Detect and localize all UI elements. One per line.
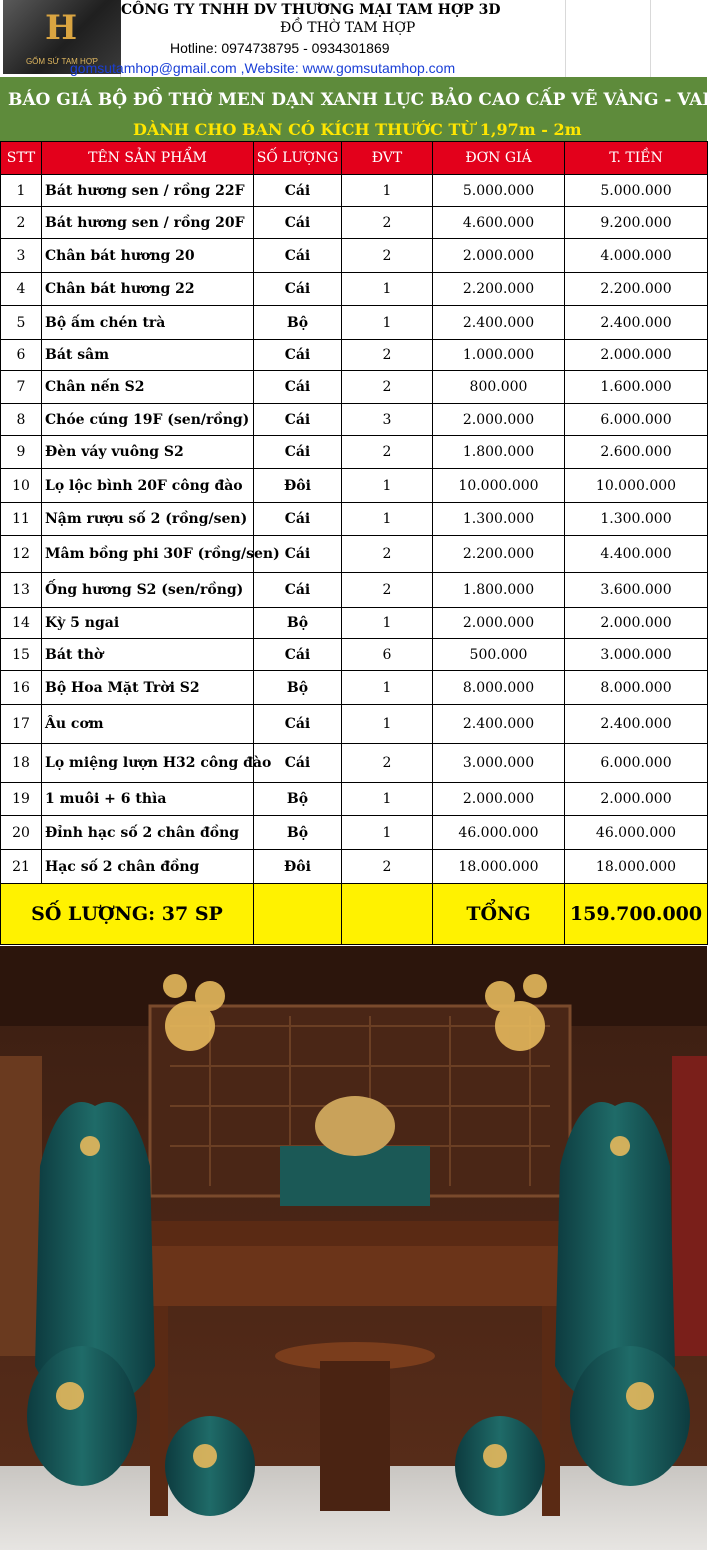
empty-cell	[254, 884, 342, 945]
table-row	[1, 639, 708, 671]
line-total: 3.000.000	[565, 639, 708, 671]
unit-count: 2	[342, 536, 433, 573]
column-header-unit-price: ĐƠN GIÁ	[433, 142, 565, 175]
unit-count: 1	[342, 306, 433, 340]
quantity-unit: Cái	[254, 705, 342, 744]
line-total: 1.600.000	[565, 371, 708, 404]
quantity-unit: Cái	[254, 207, 342, 239]
unit-count: 1	[342, 503, 433, 536]
line-total: 1.300.000	[565, 503, 708, 536]
total-value: 159.700.000	[565, 884, 708, 945]
table-row	[1, 816, 708, 850]
unit-price: 5.000.000	[433, 175, 565, 207]
line-total: 4.400.000	[565, 536, 708, 573]
table-row	[1, 573, 708, 608]
row-stt: 2	[1, 207, 42, 239]
unit-count: 1	[342, 608, 433, 639]
unit-price: 2.000.000	[433, 783, 565, 816]
product-name: Đỉnh hạc số 2 chân đồng	[42, 816, 254, 850]
table-row	[1, 705, 708, 744]
row-stt: 9	[1, 436, 42, 469]
table-row	[1, 469, 708, 503]
row-stt: 5	[1, 306, 42, 340]
quantity-unit: Bộ	[254, 608, 342, 639]
column-header-unit: ĐVT	[342, 142, 433, 175]
row-stt: 20	[1, 816, 42, 850]
line-total: 2.000.000	[565, 340, 708, 371]
table-row	[1, 404, 708, 436]
product-name: Bộ Hoa Mặt Trời S2	[42, 671, 254, 705]
total-row	[1, 884, 708, 945]
table-row	[1, 536, 708, 573]
row-stt: 19	[1, 783, 42, 816]
product-name: Hạc số 2 chân đồng	[42, 850, 254, 884]
row-stt: 13	[1, 573, 42, 608]
price-table	[0, 141, 708, 945]
product-name: Kỳ 5 ngai	[42, 608, 254, 639]
product-name: Âu cơm	[42, 705, 254, 744]
unit-price: 1.000.000	[433, 340, 565, 371]
unit-price: 2.000.000	[433, 404, 565, 436]
quantity-unit: Cái	[254, 639, 342, 671]
unit-price: 8.000.000	[433, 671, 565, 705]
quote-title: BÁO GIÁ BỘ ĐỒ THỜ MEN DẠN XANH LỤC BẢO CAO CẤP VẼ VÀNG - VAL	[8, 90, 714, 110]
table-header-row	[1, 142, 708, 175]
product-name: Bát hương sen / rồng 20F	[42, 207, 254, 239]
unit-count: 1	[342, 783, 433, 816]
row-stt: 12	[1, 536, 42, 573]
quantity-unit: Bộ	[254, 783, 342, 816]
row-stt: 18	[1, 744, 42, 783]
logo-brand-text: GỐM SỨ TAM HỢP	[25, 57, 99, 66]
quantity-unit: Cái	[254, 273, 342, 306]
product-name: 1 muôi + 6 thìa	[42, 783, 254, 816]
unit-count: 2	[342, 850, 433, 884]
line-total: 2.000.000	[565, 783, 708, 816]
column-header-product: TÊN SẢN PHẨM	[42, 142, 254, 175]
row-stt: 11	[1, 503, 42, 536]
product-name: Chân bát hương 20	[42, 239, 254, 273]
unit-count: 1	[342, 469, 433, 503]
row-stt: 10	[1, 469, 42, 503]
quantity-unit: Bộ	[254, 306, 342, 340]
unit-price: 1.300.000	[433, 503, 565, 536]
row-stt: 7	[1, 371, 42, 404]
quantity-unit: Cái	[254, 744, 342, 783]
product-name: Mâm bồng phi 30F (rồng/sen)	[42, 536, 254, 573]
unit-price: 2.000.000	[433, 608, 565, 639]
quantity-unit: Đôi	[254, 850, 342, 884]
unit-count: 2	[342, 371, 433, 404]
quantity-unit: Đôi	[254, 469, 342, 503]
line-total: 18.000.000	[565, 850, 708, 884]
quantity-unit: Cái	[254, 340, 342, 371]
quantity-unit: Bộ	[254, 671, 342, 705]
table-row	[1, 671, 708, 705]
logo-mark-icon: H	[44, 8, 78, 48]
product-name: Chân nến S2	[42, 371, 254, 404]
line-total: 3.600.000	[565, 573, 708, 608]
table-row	[1, 783, 708, 816]
column-header-total: T. TIỀN	[565, 142, 708, 175]
row-stt: 3	[1, 239, 42, 273]
hotline: Hotline: 0974738795 - 0934301869	[170, 40, 390, 56]
unit-count: 2	[342, 340, 433, 371]
unit-count: 2	[342, 436, 433, 469]
table-row	[1, 273, 708, 306]
line-total: 5.000.000	[565, 175, 708, 207]
unit-count: 3	[342, 404, 433, 436]
unit-count: 2	[342, 744, 433, 783]
row-stt: 21	[1, 850, 42, 884]
product-name: Nậm rượu số 2 (rồng/sen)	[42, 503, 254, 536]
unit-count: 1	[342, 273, 433, 306]
unit-count: 6	[342, 639, 433, 671]
column-header-stt: STT	[1, 142, 42, 175]
line-total: 8.000.000	[565, 671, 708, 705]
row-stt: 8	[1, 404, 42, 436]
table-row	[1, 850, 708, 884]
unit-price: 46.000.000	[433, 816, 565, 850]
unit-count: 2	[342, 207, 433, 239]
product-name: Lọ miệng lượn H32 công đào	[42, 744, 254, 783]
unit-price: 500.000	[433, 639, 565, 671]
total-label: TỔNG	[433, 884, 565, 945]
contact-link[interactable]: gomsutamhop@gmail.com ,Website: www.gomsutamhop.com	[70, 60, 456, 76]
line-total: 2.200.000	[565, 273, 708, 306]
product-name: Chóe cúng 19F (sen/rồng)	[42, 404, 254, 436]
unit-count: 1	[342, 705, 433, 744]
quantity-unit: Cái	[254, 175, 342, 207]
quantity-unit: Cái	[254, 404, 342, 436]
row-stt: 17	[1, 705, 42, 744]
product-name: Lọ lộc bình 20F công đào	[42, 469, 254, 503]
quantity-unit: Cái	[254, 573, 342, 608]
unit-count: 1	[342, 671, 433, 705]
unit-count: 1	[342, 175, 433, 207]
table-row	[1, 340, 708, 371]
quantity-unit: Cái	[254, 436, 342, 469]
line-total: 10.000.000	[565, 469, 708, 503]
total-quantity: SỐ LƯỢNG: 37 SP	[1, 884, 254, 945]
product-photo	[0, 946, 707, 1550]
line-total: 2.400.000	[565, 705, 708, 744]
unit-price: 4.600.000	[433, 207, 565, 239]
product-name: Đèn váy vuông S2	[42, 436, 254, 469]
product-name: Bát thờ	[42, 639, 254, 671]
line-total: 6.000.000	[565, 404, 708, 436]
unit-price: 3.000.000	[433, 744, 565, 783]
quote-subtitle: DÀNH CHO BAN CÓ KÍCH THƯỚC TỪ 1,97m - 2m	[133, 120, 582, 139]
unit-price: 2.400.000	[433, 705, 565, 744]
unit-count: 1	[342, 816, 433, 850]
unit-price: 10.000.000	[433, 469, 565, 503]
product-name: Bộ ấm chén trà	[42, 306, 254, 340]
row-stt: 15	[1, 639, 42, 671]
unit-price: 2.200.000	[433, 536, 565, 573]
line-total: 2.600.000	[565, 436, 708, 469]
line-total: 2.000.000	[565, 608, 708, 639]
table-row	[1, 503, 708, 536]
unit-price: 18.000.000	[433, 850, 565, 884]
company-name: CÔNG TY TNHH DV THƯƠNG MẠI TAM HỢP 3D	[121, 2, 501, 18]
unit-price: 2.000.000	[433, 239, 565, 273]
row-stt: 16	[1, 671, 42, 705]
line-total: 46.000.000	[565, 816, 708, 850]
unit-price: 2.400.000	[433, 306, 565, 340]
row-stt: 4	[1, 273, 42, 306]
product-name: Bát hương sen / rồng 22F	[42, 175, 254, 207]
quantity-unit: Cái	[254, 503, 342, 536]
column-header-quantity: SỐ LƯỢNG	[254, 142, 342, 175]
row-stt: 1	[1, 175, 42, 207]
table-row	[1, 608, 708, 639]
table-row	[1, 371, 708, 404]
title-banner	[0, 77, 714, 141]
unit-price: 1.800.000	[433, 436, 565, 469]
table-row	[1, 436, 708, 469]
quantity-unit: Cái	[254, 371, 342, 404]
product-name: Bát sâm	[42, 340, 254, 371]
shop-name: ĐỒ THỜ TAM HỢP	[280, 20, 416, 36]
quantity-unit: Cái	[254, 536, 342, 573]
line-total: 4.000.000	[565, 239, 708, 273]
table-row	[1, 175, 708, 207]
line-total: 6.000.000	[565, 744, 708, 783]
table-row	[1, 239, 708, 273]
row-stt: 14	[1, 608, 42, 639]
unit-price: 2.200.000	[433, 273, 565, 306]
empty-cell	[342, 884, 433, 945]
company-header	[0, 0, 707, 77]
line-total: 2.400.000	[565, 306, 708, 340]
product-name: Ống hương S2 (sen/rồng)	[42, 573, 254, 608]
unit-count: 2	[342, 573, 433, 608]
table-row	[1, 306, 708, 340]
line-total: 9.200.000	[565, 207, 708, 239]
unit-count: 2	[342, 239, 433, 273]
table-row	[1, 744, 708, 783]
table-row	[1, 207, 708, 239]
quantity-unit: Cái	[254, 239, 342, 273]
unit-price: 1.800.000	[433, 573, 565, 608]
product-name: Chân bát hương 22	[42, 273, 254, 306]
row-stt: 6	[1, 340, 42, 371]
unit-price: 800.000	[433, 371, 565, 404]
quantity-unit: Bộ	[254, 816, 342, 850]
